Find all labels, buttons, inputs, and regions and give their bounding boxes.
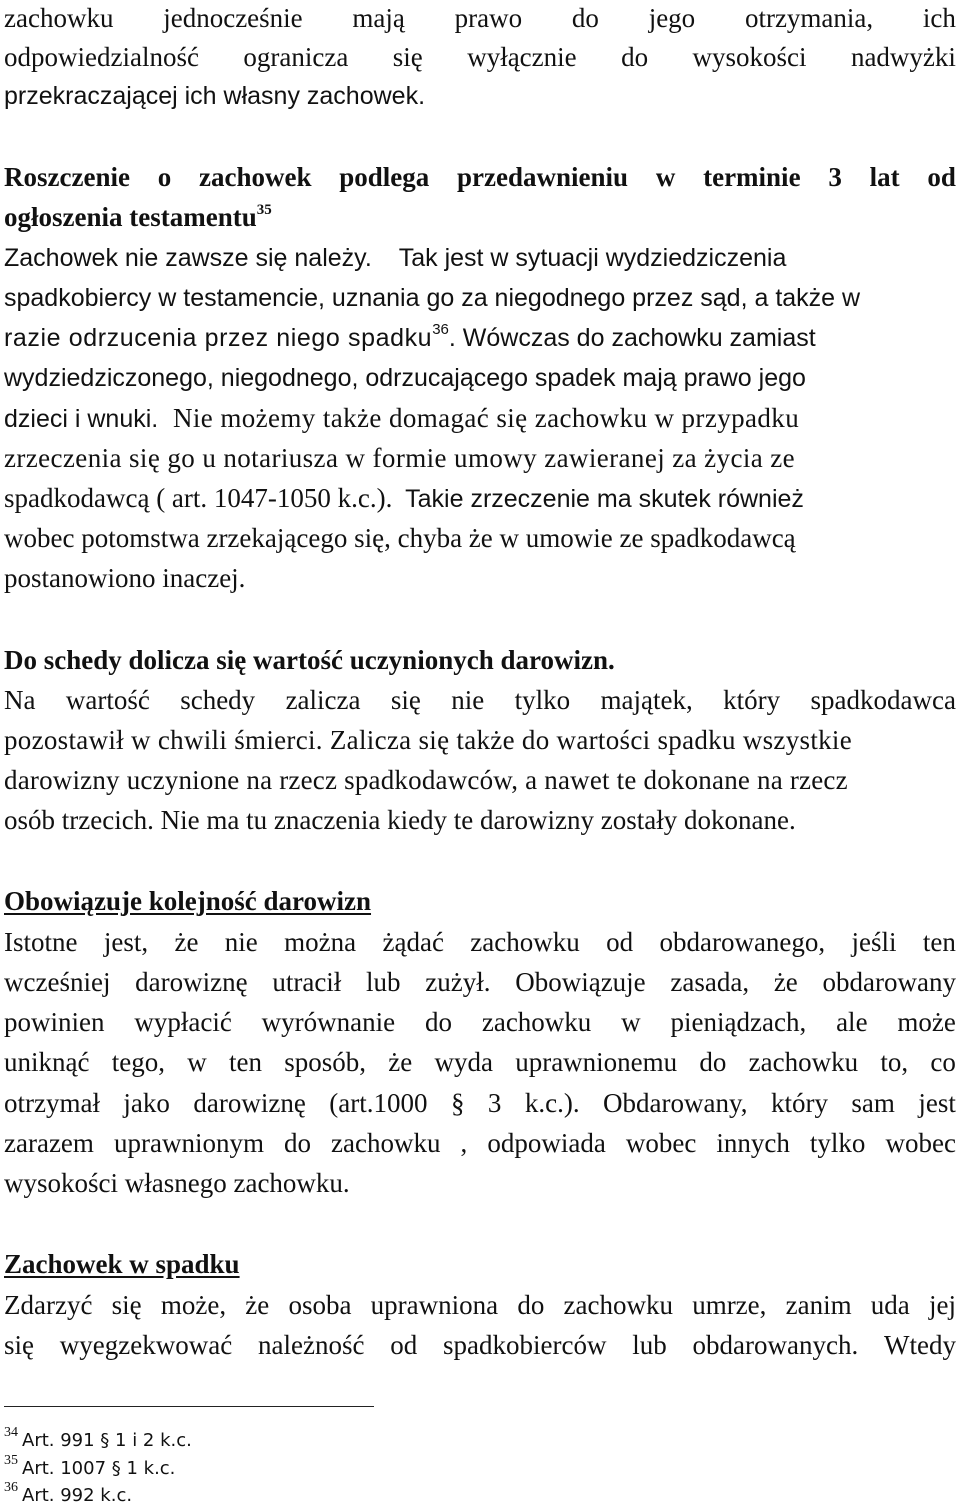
paragraph-line xyxy=(4,402,956,434)
word: jego xyxy=(648,3,696,33)
word: uprawnionym xyxy=(113,1128,264,1158)
word: obdarowany xyxy=(822,967,956,997)
word: mają xyxy=(352,3,405,33)
word: darowiznę xyxy=(193,1088,306,1118)
word: lub xyxy=(632,1330,667,1360)
word: zachowku xyxy=(470,927,580,957)
word: w xyxy=(621,1007,641,1037)
section-heading xyxy=(4,1248,956,1280)
word: zachowek xyxy=(198,162,312,192)
footnote-text: Art. 992 k.c. xyxy=(22,1485,133,1506)
word: Obowiązuje xyxy=(515,967,646,997)
word: nie xyxy=(224,927,258,957)
word: Istotne xyxy=(4,927,78,957)
word: zanim xyxy=(785,1290,852,1320)
word: od xyxy=(390,1330,418,1360)
word: jej xyxy=(928,1290,956,1320)
word: wcześniej xyxy=(4,967,111,997)
word: uprawnionemu xyxy=(515,1047,678,1077)
paragraph-line xyxy=(4,1127,956,1159)
paragraph-line xyxy=(4,1289,956,1321)
word: się xyxy=(111,1290,142,1320)
paragraph-line xyxy=(4,1046,956,1078)
word: zasada, xyxy=(670,967,750,997)
word: wyrównanie xyxy=(261,1007,396,1037)
footnote-number: 35 xyxy=(4,1453,18,1468)
word: przedawnieniu xyxy=(457,162,629,192)
word: 3 xyxy=(828,162,842,192)
paragraph-line: przekraczającej ich własny zachowek. xyxy=(4,82,426,110)
word: majątek, xyxy=(600,685,693,715)
word: od xyxy=(606,927,634,957)
paragraph-line: wydziedziczonego, niegodnego, odrzucającego spadek mają prawo jego xyxy=(4,364,806,392)
word: się xyxy=(4,1330,34,1360)
paragraph-line xyxy=(4,1006,956,1038)
word: tylko xyxy=(514,685,571,715)
word: wyłącznie xyxy=(467,42,577,72)
paragraph-line xyxy=(4,161,956,193)
word: Roszczenie xyxy=(4,162,130,192)
word: do xyxy=(425,1007,452,1037)
word: darowiznę xyxy=(135,967,248,997)
text-run: Tak jest w sytuacji wydziedziczenia xyxy=(398,244,787,272)
paragraph-line xyxy=(4,926,956,958)
word: zużył. xyxy=(425,967,491,997)
word: że xyxy=(388,1047,413,1077)
word: zachowku xyxy=(748,1047,859,1077)
paragraph-line: darowizny uczynione na rzecz spadkodawców, a nawet te dokonane na rzecz xyxy=(4,765,848,795)
word: osoba xyxy=(288,1290,352,1320)
word: spadkodawca xyxy=(810,685,956,715)
word: ale xyxy=(836,1007,868,1037)
word: może xyxy=(897,1007,956,1037)
word: spadkobierców xyxy=(443,1330,607,1360)
word: zalicza xyxy=(285,685,361,715)
word: jako xyxy=(123,1088,170,1118)
word: jeśli xyxy=(851,927,897,957)
word: , xyxy=(460,1128,468,1158)
word: § xyxy=(450,1088,465,1118)
word: tego, xyxy=(111,1047,165,1077)
footnote-divider xyxy=(4,1406,374,1407)
word: terminie xyxy=(703,162,801,192)
word: wyda xyxy=(434,1047,493,1077)
word: zarazem xyxy=(4,1128,94,1158)
footnote xyxy=(4,1475,133,1506)
paragraph-line: wobec potomstwa zrzekającego się, chyba że w umowie ze spadkodawcą xyxy=(4,523,796,553)
word: należność xyxy=(257,1330,365,1360)
paragraph-line xyxy=(4,2,956,34)
word: zachowku xyxy=(563,1290,673,1320)
text-run: . Wówczas do zachowku zamiast xyxy=(448,324,816,352)
word: wyegzekwować xyxy=(59,1330,233,1360)
paragraph-line: wysokości własnego zachowku. xyxy=(4,1168,350,1198)
word: do xyxy=(517,1290,545,1320)
word: podlega xyxy=(339,162,430,192)
footnote-ref: 36 xyxy=(432,321,449,338)
word: Obdarowany, xyxy=(603,1088,748,1118)
word: lub xyxy=(366,967,401,997)
section-heading-text: Zachowek w spadku xyxy=(4,1249,240,1279)
paragraph-line xyxy=(4,1329,956,1361)
text-run: Zachowek nie zawsze się należy. xyxy=(4,244,372,272)
paragraph-line xyxy=(4,482,956,514)
text-run: Nie możemy także domagać się zachowku w przypadku xyxy=(172,403,800,433)
word: schedy xyxy=(180,685,256,715)
paragraph-line: zrzeczenia się go u notariusza w formie umowy zawieranej za życia ze xyxy=(4,443,796,473)
word: może, xyxy=(160,1290,227,1320)
word: Zdarzyć xyxy=(4,1290,93,1320)
paragraph-line xyxy=(4,966,956,998)
word: Wtedy xyxy=(884,1330,956,1360)
word: nie xyxy=(451,685,485,715)
word: umrze, xyxy=(692,1290,767,1320)
paragraph-line xyxy=(4,201,956,233)
statute-text: ogłoszenia testamentu xyxy=(4,202,257,232)
word: wobec xyxy=(625,1128,697,1158)
word: sam xyxy=(851,1088,895,1118)
word: ten xyxy=(922,927,956,957)
word: że xyxy=(245,1290,270,1320)
word: żądać xyxy=(382,927,444,957)
text-run: razie odrzucenia przez niego spadku xyxy=(4,324,433,352)
word: uniknąć xyxy=(4,1047,90,1077)
word: się xyxy=(390,685,421,715)
paragraph-line xyxy=(4,242,956,274)
word: wysokości xyxy=(692,42,807,72)
word: pieniądzach, xyxy=(670,1007,807,1037)
word: że xyxy=(773,967,798,997)
word: jest, xyxy=(103,927,149,957)
word: odpowiedzialność xyxy=(4,42,199,72)
word: powinien xyxy=(4,1007,105,1037)
word: jednocześnie xyxy=(163,3,303,33)
word: ich xyxy=(922,3,956,33)
word: do xyxy=(284,1128,311,1158)
word: jest xyxy=(918,1088,956,1118)
word: wobec xyxy=(885,1128,956,1158)
word: prawo xyxy=(454,3,523,33)
word: ogranicza xyxy=(243,42,349,72)
word: otrzymania, xyxy=(744,3,874,33)
footnote-text: Art. 991 § 1 i 2 k.c. xyxy=(22,1430,192,1451)
word: się xyxy=(392,42,423,72)
paragraph-line xyxy=(4,684,956,716)
word: do xyxy=(621,42,649,72)
text-run: spadkodawcą ( art. 1047-1050 k.c.). xyxy=(4,483,393,513)
word: który xyxy=(770,1088,828,1118)
footnote xyxy=(4,1420,192,1451)
word: uprawniona xyxy=(370,1290,499,1320)
word: zachowku xyxy=(481,1007,592,1037)
footnote-number: 36 xyxy=(4,1480,18,1495)
word: tylko xyxy=(809,1128,866,1158)
word: do xyxy=(571,3,599,33)
footnote xyxy=(4,1448,176,1479)
word: k.c.). xyxy=(524,1088,580,1118)
word: wartość xyxy=(65,685,150,715)
footnote-ref: 35 xyxy=(256,202,272,218)
word: można xyxy=(284,927,357,957)
word: odpowiada xyxy=(487,1128,606,1158)
word: zachowku xyxy=(331,1128,441,1158)
text-run: Takie zrzeczenie ma skutek również xyxy=(405,485,804,513)
word: innych xyxy=(716,1128,790,1158)
word: uda xyxy=(870,1290,910,1320)
word: nadwyżki xyxy=(850,42,956,72)
word: otrzymał xyxy=(4,1088,100,1118)
word: w xyxy=(655,162,676,192)
word: do xyxy=(699,1047,727,1077)
word: wypłacić xyxy=(134,1007,232,1037)
word: Na xyxy=(4,685,36,715)
word: (art.1000 xyxy=(329,1088,428,1118)
word: obdarowanego, xyxy=(659,927,826,957)
word: ten xyxy=(228,1047,262,1077)
word: co xyxy=(930,1047,956,1077)
word: od xyxy=(927,162,956,192)
word: o xyxy=(157,162,172,192)
word: 3 xyxy=(487,1088,502,1118)
word: obdarowanych. xyxy=(692,1330,859,1360)
paragraph-line: osób trzecich. Nie ma tu znaczenia kiedy te darowizny zostały dokonane. xyxy=(4,805,796,835)
word: lat xyxy=(869,162,900,192)
section-heading: Do schedy dolicza się wartość uczynionych darowizn. xyxy=(4,645,615,675)
paragraph-line xyxy=(4,1087,956,1119)
section-heading-text: Obowiązuje kolejność darowizn xyxy=(4,886,372,916)
paragraph-line: postanowiono inaczej. xyxy=(4,563,246,593)
paragraph-line xyxy=(4,41,956,73)
paragraph-line xyxy=(4,322,956,354)
word: to, xyxy=(880,1047,909,1077)
word: że xyxy=(174,927,199,957)
paragraph-line: spadkobiercy w testamencie, uznania go za niegodnego przez sąd, a także w xyxy=(4,284,861,312)
word: który xyxy=(723,685,781,715)
word: w xyxy=(187,1047,207,1077)
footnote-number: 34 xyxy=(4,1425,18,1440)
paragraph-line: pozostawił w chwili śmierci. Zalicza się także do wartości spadku wszystkie xyxy=(4,725,853,755)
word: zachowku xyxy=(4,3,114,33)
section-heading xyxy=(4,885,956,917)
word: sposób, xyxy=(284,1047,366,1077)
text-run: dzieci i wnuki. xyxy=(4,405,159,433)
word: utracił xyxy=(272,967,342,997)
footnote-text: Art. 1007 § 1 k.c. xyxy=(22,1458,176,1479)
